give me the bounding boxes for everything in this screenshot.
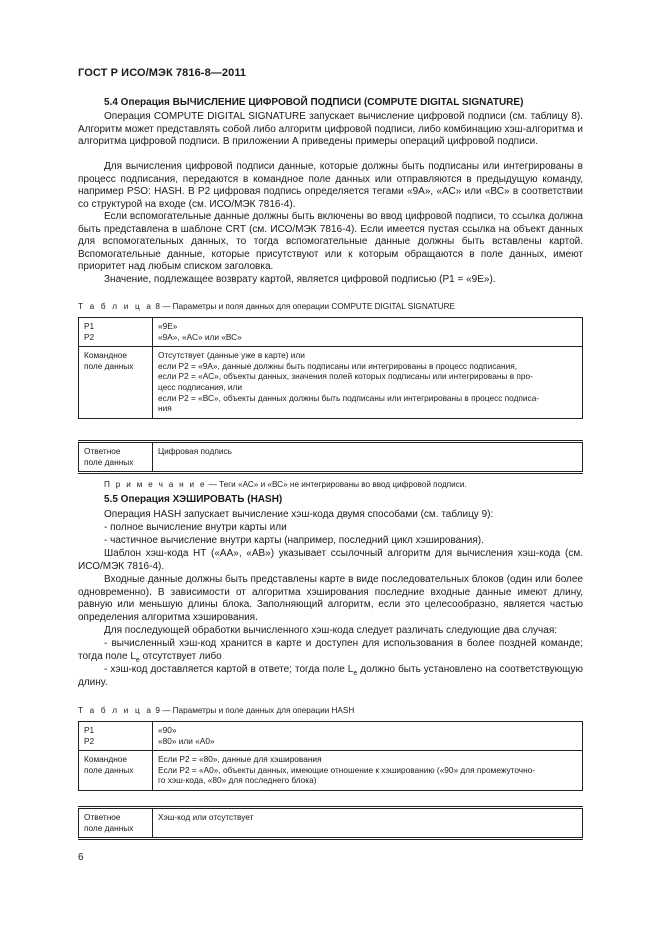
- table-cell-value: Отсутствует (данные уже в карте) или если Р2 = «9А», данные должны быть подписаны или интегрированы в процесс подписания, если Р2 = «АС», объекты данных, значения полей которых подписаны или интегрированы в про- цесс подписания, или если Р2 = «ВС», объекты данных должны быть подписаны или интегрированы в процесс подписа- ния: [153, 347, 583, 419]
- section-5-5-para-1: Операция HASH запускает вычисление хэш-кода двумя способами (см. таблицу 9):: [104, 509, 494, 520]
- table-row: [79, 442, 583, 473]
- section-5-5-para-2: Шаблон хэш-кода НТ («АА», «АВ») указывает ссылочный алгоритм для вычисления хэш-кода (см. ИСО/МЭК 7816-4).: [78, 548, 583, 572]
- table-cell-value: Хэш-код или отсутствует: [153, 808, 583, 839]
- table-row: [79, 751, 583, 791]
- table-cell-label: Командное поле данных: [79, 347, 153, 419]
- table-cell-value: «9Е» «9А», «АС» или «ВС»: [153, 318, 583, 347]
- table-cell-label: Ответное поле данных: [79, 808, 153, 839]
- section-5-4-para-2: Для вычисления цифровой подписи данные, которые должны быть подписаны или интегрированы в процесс подписания, передаются в командное поле данных или отправляются в предыдущую команду, например PSO: HASH. В Р2 цифровая подпись определяется тегами «9А», «АС» или «ВС» в соответствии со структурой на входе (см. ИСО/МЭК 7816-4).: [78, 161, 583, 210]
- table-row: [79, 722, 583, 751]
- table-8-response: [78, 440, 583, 474]
- section-5-4-title: 5.4 Операция ВЫЧИСЛЕНИЕ ЦИФРОВОЙ ПОДПИСИ (COMPUTE DIGITAL SIGNATURE): [104, 97, 524, 108]
- table-cell-value: «90» «80» или «А0»: [153, 722, 583, 751]
- table-9: [78, 721, 583, 791]
- table-9-caption: Т а б л и ц а 9 — Параметры и поле данных для операции HASH: [78, 706, 355, 715]
- table-9-response: [78, 806, 583, 840]
- table-cell-value: Если Р2 = «80», данные для хэширования Если Р2 = «А0», объекты данных, имеющие отношение к хэшированию («90» для промежуточно- го хэш-кода, «80» для последнего блока): [153, 751, 583, 791]
- table-8: [78, 317, 583, 419]
- table-row: [79, 347, 583, 419]
- table-row: [79, 318, 583, 347]
- section-5-5-case-2: - хэш-код доставляется картой в ответе; тогда поле $L_e$ должно быть установлено на соответствующую длину.: [78, 664, 583, 688]
- table-row: [79, 808, 583, 839]
- section-5-5-bullet-2: - частичное вычисление внутри карты (например, последний цикл хэширования).: [104, 535, 484, 546]
- table-cell-label: Р1 Р2: [79, 722, 153, 751]
- table-cell-label: Ответное поле данных: [79, 442, 153, 473]
- table-cell-value: Цифровая подпись: [153, 442, 583, 473]
- section-5-5-title: 5.5 Операция ХЭШИРОВАТЬ (HASH): [104, 494, 283, 505]
- table-8-caption: Т а б л и ц а 8 — Параметры и поля данных для операции COMPUTE DIGITAL SIGNATURE: [78, 302, 455, 311]
- section-5-4-para-3: Если вспомогательные данные должны быть включены во ввод цифровой подписи, то ссылка должна быть представлена в шаблоне CRT (см. ИСО/МЭК 7816-4). Если имеется пустая ссылка на объект данных для вспомогательных данных, то тогда вспомогательные данные должны быть вставлены картой. Вспомогательные данные, которые присутствуют или к которым обращаются в поле данных, имеют приоритет над любым списком заголовка.: [78, 211, 583, 273]
- section-5-4-para-1: Операция COMPUTE DIGITAL SIGNATURE запускает вычисление цифровой подписи (см. таблицу 8). Алгоритм может представлять собой либо алгоритм цифровой подписи, либо комбинацию хэш-алгоритма и алгоритма цифровой подписи. В приложении А приведены примеры операций цифровой подписи.: [78, 111, 583, 148]
- section-5-5-para-4: Для последующей обработки вычисленного хэш-кода следует различать следующие два случая:: [104, 625, 558, 636]
- section-5-4-para-4: Значение, подлежащее возврату картой, является цифровой подписью (Р1 = «9Е»).: [104, 274, 496, 285]
- section-5-5-case-1: - вычисленный хэш-код хранится в карте и доступен для использования в более поздней команде; тогда поле $L_e$ отсутствует либо: [78, 638, 583, 664]
- document-header: ГОСТ Р ИСО/МЭК 7816-8—2011: [78, 67, 247, 79]
- table-cell-label: Командное поле данных: [79, 751, 153, 791]
- table-8-note: П р и м е ч а н и е — Теги «АС» и «ВС» не интегрированы во ввод цифровой подписи.: [104, 480, 467, 489]
- section-5-5-bullet-1: - полное вычисление внутри карты или: [104, 522, 287, 533]
- table-cell-label: Р1 Р2: [79, 318, 153, 347]
- page-number: 6: [78, 852, 84, 863]
- section-5-5-para-3: Входные данные должны быть представлены карте в виде последовательных блоков (один или более одновременно). В зависимости от алгоритма хэширования последние входные данные имеют длину, равную или меньшую длины блока. Заполняющий алгоритм, если это целесообразно, является частью определения алгоритма хэширования.: [78, 574, 583, 623]
